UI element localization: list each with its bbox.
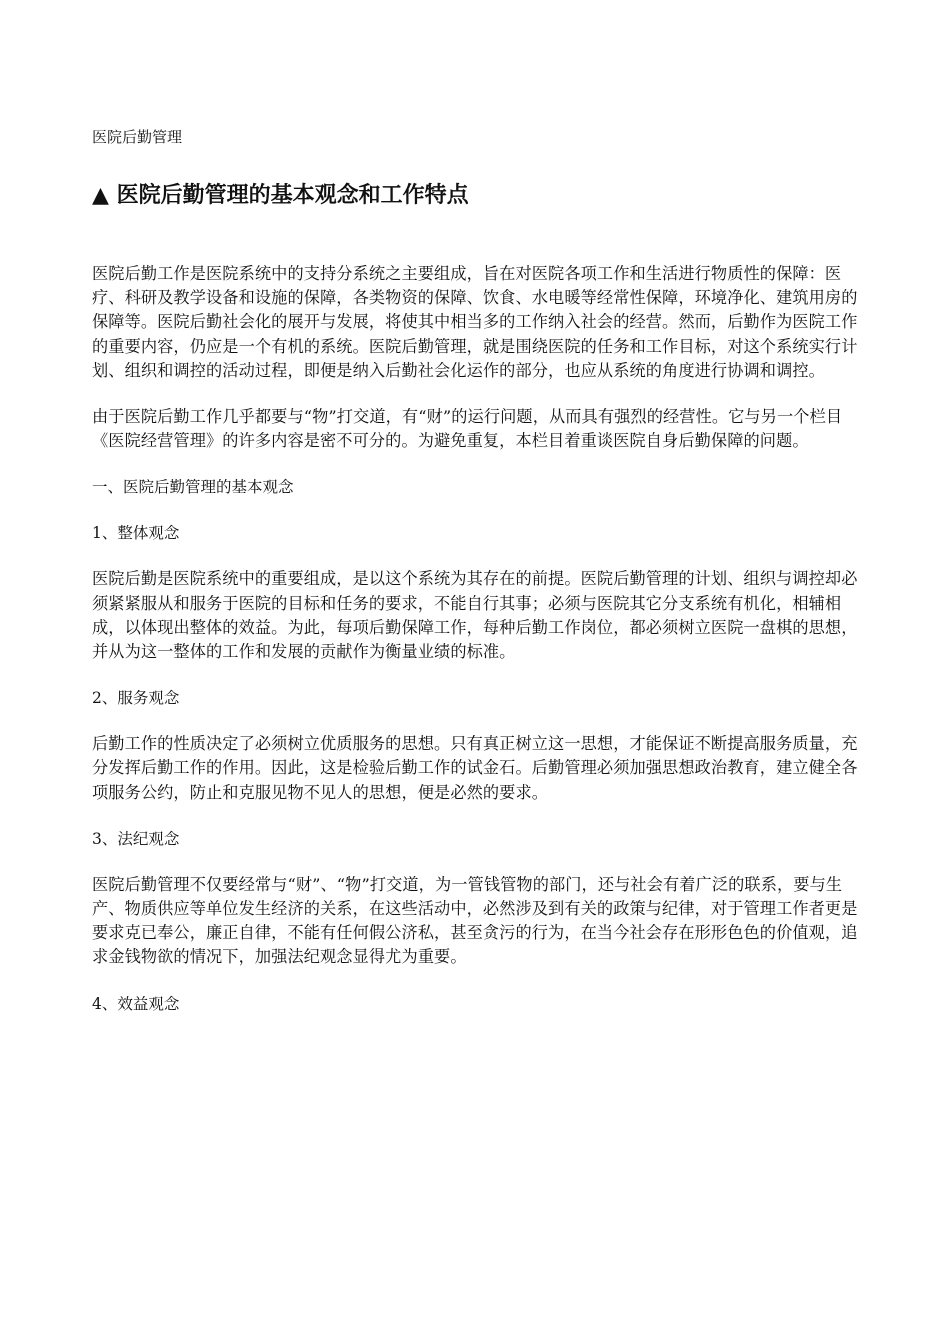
document-body [92,262,867,1016]
concept-heading-legal-discipline: 3、法纪观念 [92,829,180,848]
concept-paragraph-legal-discipline: 医院后勤管理不仅要经常与“财”、“物”打交道，为一管钱管物的部门，还与社会有着广泛的联系，要与生产、物质供应等单位发生经济的关系，在这些活动中，必然涉及到有关的政策与纪律，对于管理工作者更是要求克已奉公，廉正自律，不能有任何假公济私，甚至贪污的行为，在当今社会存在形形色色的价值观，追求金钱物欲的情况下，加强法纪观念显得尤为重要。 [92,874,858,967]
intro-paragraph-1: 医院后勤工作是医院系统中的支持分系统之主要组成，旨在对医院各项工作和生活进行物质性的保障：医疗、科研及教学设备和设施的保障，各类物资的保障、饮食、水电暖等经常性保障，环境净化、建筑用房的保障等。医院后勤社会化的展开与发展，将使其中相当多的工作纳入社会的经营。然而，后勤作为医院工作的重要内容，仍应是一个有机的系统。医院后勤管理，就是围绕医院的任务和工作目标，对这个系统实行计划、组织和调控的活动过程，即便是纳入后勤社会化运作的部分，也应从系统的角度进行协调和调控。 [92,264,858,380]
concept-paragraph-service: 后勤工作的性质决定了必须树立优质服务的思想。只有真正树立这一思想，才能保证不断提高服务质量，充分发挥后勤工作的作用。因此，这是检验后勤工作的试金石。后勤管理必须加强思想政治教育，建立健全各项服务公约，防止和克服见物不见人的思想，便是必然的要求。 [92,734,858,802]
concept-heading-holistic: 1、整体观念 [92,524,180,543]
section-heading: 一、医院后勤管理的基本观念 [92,478,294,497]
document-label: 医院后勤管理 [92,128,183,146]
concept-paragraph-holistic: 医院后勤是医院系统中的重要组成，是以这个系统为其存在的前提。医院后勤管理的计划、组织与调控却必须紧紧服从和服务于医院的目标和任务的要求，不能自行其事；必须与医院其它分支系统有机化，相辅相成，以体现出整体的效益。为此，每项后勤保障工作，每种后勤工作岗位，都必须树立医院一盘棋的思想，并从为这一整体的工作和发展的贡献作为衡量业绩的标准。 [92,569,858,662]
concept-heading-benefit: 4、效益观念 [92,994,180,1013]
concept-heading-service: 2、服务观念 [92,689,180,708]
intro-paragraph-2: 由于医院后勤工作几乎都要与“物”打交道，有“财”的运行问题，从而具有强烈的经营性。它与另一个栏目《医院经营管理》的许多内容是密不可分的。为避免重复，本栏目着重谈医院自身后勤保障的问题。 [92,407,843,451]
document-title: ▲ 医院后勤管理的基本观念和工作特点 [92,182,469,208]
